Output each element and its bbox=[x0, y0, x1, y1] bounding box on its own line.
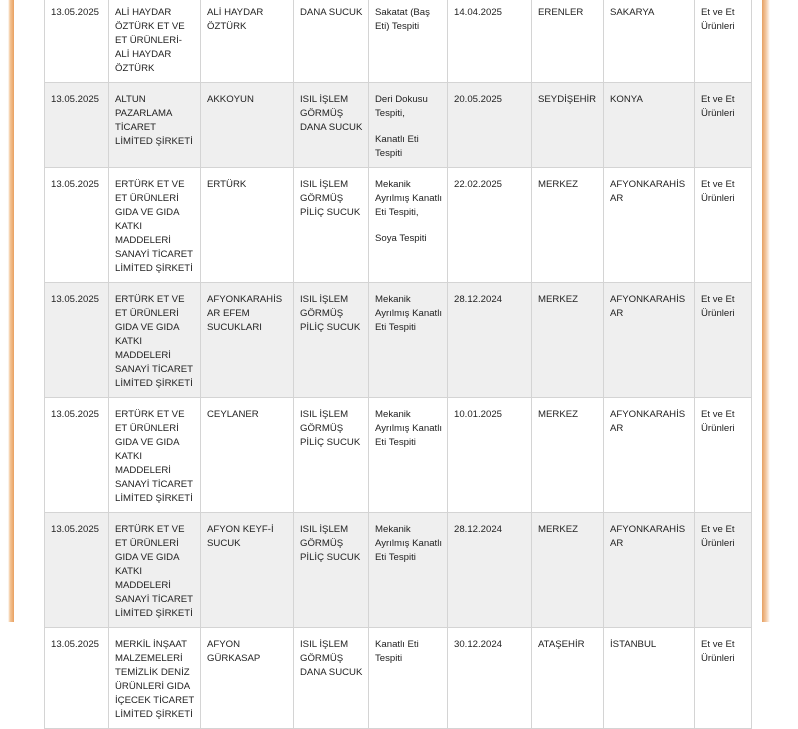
announcement-date-cell: 13.05.2025 bbox=[45, 168, 109, 283]
company-name-cell: ERTÜRK ET VE ET ÜRÜNLERİ GIDA VE GIDA KATKI MADDELERİ SANAYİ TİCARET LİMİTED ŞİRKETİ bbox=[109, 283, 201, 398]
table-row bbox=[45, 83, 752, 168]
brand-cell: AFYON KEYF-İ SUCUK bbox=[201, 513, 294, 628]
product-group-cell: Et ve Et Ürünleri bbox=[695, 513, 752, 628]
brand-cell: CEYLANER bbox=[201, 398, 294, 513]
product-name-cell: ISIL İŞLEM GÖRMÜŞ PİLİÇ SUCUK bbox=[294, 398, 369, 513]
product-group-cell: Et ve Et Ürünleri bbox=[695, 168, 752, 283]
district-cell: ATAŞEHİR bbox=[532, 628, 604, 729]
finding-text: Mekanik Ayrılmış Kanatlı Eti Tespiti bbox=[375, 294, 443, 333]
analysis-date-cell: 22.02.2025 bbox=[448, 168, 532, 283]
page-frame-right bbox=[762, 0, 798, 622]
brand-cell: AKKOYUN bbox=[201, 83, 294, 168]
company-name-cell: ALTUN PAZARLAMA TİCARET LİMİTED ŞİRKETİ bbox=[109, 83, 201, 168]
product-group-cell: Et ve Et Ürünleri bbox=[695, 83, 752, 168]
announcement-date-cell: 13.05.2025 bbox=[45, 628, 109, 729]
results-table-container[interactable] bbox=[44, 0, 751, 729]
finding-text: Sakatat (Baş Eti) Tespiti bbox=[375, 7, 430, 32]
city-cell: AFYONKARAHİSAR bbox=[604, 513, 695, 628]
product-group-cell: Et ve Et Ürünleri bbox=[695, 398, 752, 513]
nonconformity-cell bbox=[369, 283, 448, 398]
district-cell: MERKEZ bbox=[532, 398, 604, 513]
nonconformity-cell bbox=[369, 628, 448, 729]
finding-text: Soya Tespiti bbox=[375, 233, 427, 244]
brand-cell: AFYONKARAHİSAR EFEM SUCUKLARI bbox=[201, 283, 294, 398]
company-name-cell: ERTÜRK ET VE ET ÜRÜNLERİ GIDA VE GIDA KATKI MADDELERİ SANAYİ TİCARET LİMİTED ŞİRKETİ bbox=[109, 398, 201, 513]
company-name-cell: ERTÜRK ET VE ET ÜRÜNLERİ GIDA VE GIDA KATKI MADDELERİ SANAYİ TİCARET LİMİTED ŞİRKETİ bbox=[109, 513, 201, 628]
product-name-cell: ISIL İŞLEM GÖRMÜŞ DANA SUCUK bbox=[294, 83, 369, 168]
district-cell: ERENLER bbox=[532, 0, 604, 83]
finding-text: Mekanik Ayrılmış Kanatlı Eti Tespiti bbox=[375, 524, 443, 563]
finding-text: Kanatlı Eti Tespiti bbox=[375, 134, 419, 159]
finding-separator bbox=[375, 220, 442, 232]
product-group-cell: Et ve Et Ürünleri bbox=[695, 628, 752, 729]
city-cell: AFYONKARAHİSAR bbox=[604, 398, 695, 513]
nonconformity-cell bbox=[369, 168, 448, 283]
product-group-cell: Et ve Et Ürünleri bbox=[695, 283, 752, 398]
product-name-cell: DANA SUCUK bbox=[294, 0, 369, 83]
finding-text: Mekanik Ayrılmış Kanatlı Eti Tespiti, bbox=[375, 179, 443, 218]
company-name-cell: MERKİL İNŞAAT MALZEMELERİ TEMİZLİK DENİZ ÜRÜNLERİ GIDA İÇECEK TİCARET LİMİTED ŞİRKETİ bbox=[109, 628, 201, 729]
analysis-date-cell: 28.12.2024 bbox=[448, 283, 532, 398]
company-name-cell: ERTÜRK ET VE ET ÜRÜNLERİ GIDA VE GIDA KATKI MADDELERİ SANAYİ TİCARET LİMİTED ŞİRKETİ bbox=[109, 168, 201, 283]
announcement-date-cell: 13.05.2025 bbox=[45, 0, 109, 83]
finding-text: Mekanik Ayrılmış Kanatlı Eti Tespiti bbox=[375, 409, 443, 448]
analysis-date-cell: 28.12.2024 bbox=[448, 513, 532, 628]
analysis-date-cell: 14.04.2025 bbox=[448, 0, 532, 83]
company-name-cell: ALİ HAYDAR ÖZTÜRK ET VE ET ÜRÜNLERİ-ALİ HAYDAR ÖZTÜRK bbox=[109, 0, 201, 83]
table-row bbox=[45, 628, 752, 729]
brand-cell: ERTÜRK bbox=[201, 168, 294, 283]
brand-cell: ALİ HAYDAR ÖZTÜRK bbox=[201, 0, 294, 83]
product-group-cell: Et ve Et Ürünleri bbox=[695, 0, 752, 83]
district-cell: MERKEZ bbox=[532, 168, 604, 283]
city-cell: SAKARYA bbox=[604, 0, 695, 83]
announcement-date-cell: 13.05.2025 bbox=[45, 283, 109, 398]
product-name-cell: ISIL İŞLEM GÖRMÜŞ DANA SUCUK bbox=[294, 628, 369, 729]
analysis-date-cell: 20.05.2025 bbox=[448, 83, 532, 168]
product-name-cell: ISIL İŞLEM GÖRMÜŞ PİLİÇ SUCUK bbox=[294, 283, 369, 398]
district-cell: MERKEZ bbox=[532, 513, 604, 628]
product-name-cell: ISIL İŞLEM GÖRMÜŞ PİLİÇ SUCUK bbox=[294, 513, 369, 628]
table-row bbox=[45, 0, 752, 83]
nonconformity-cell bbox=[369, 513, 448, 628]
analysis-date-cell: 10.01.2025 bbox=[448, 398, 532, 513]
page-frame-left bbox=[0, 0, 14, 622]
city-cell: KONYA bbox=[604, 83, 695, 168]
table-row bbox=[45, 168, 752, 283]
analysis-date-cell: 30.12.2024 bbox=[448, 628, 532, 729]
nonconformity-cell bbox=[369, 83, 448, 168]
city-cell: AFYONKARAHİSAR bbox=[604, 168, 695, 283]
city-cell: İSTANBUL bbox=[604, 628, 695, 729]
district-cell: MERKEZ bbox=[532, 283, 604, 398]
city-cell: AFYONKARAHİSAR bbox=[604, 283, 695, 398]
table-row bbox=[45, 283, 752, 398]
brand-cell: AFYON GÜRKASAP bbox=[201, 628, 294, 729]
announcement-date-cell: 13.05.2025 bbox=[45, 513, 109, 628]
table-row bbox=[45, 513, 752, 628]
district-cell: SEYDİŞEHİR bbox=[532, 83, 604, 168]
nonconformity-cell bbox=[369, 398, 448, 513]
finding-text: Deri Dokusu Tespiti, bbox=[375, 94, 428, 119]
table-row bbox=[45, 398, 752, 513]
product-name-cell: ISIL İŞLEM GÖRMÜŞ PİLİÇ SUCUK bbox=[294, 168, 369, 283]
nonconformity-cell bbox=[369, 0, 448, 83]
announcement-date-cell: 13.05.2025 bbox=[45, 83, 109, 168]
finding-text: Kanatlı Eti Tespiti bbox=[375, 639, 419, 664]
announcement-date-cell: 13.05.2025 bbox=[45, 398, 109, 513]
results-table bbox=[44, 0, 752, 729]
finding-separator bbox=[375, 121, 442, 133]
